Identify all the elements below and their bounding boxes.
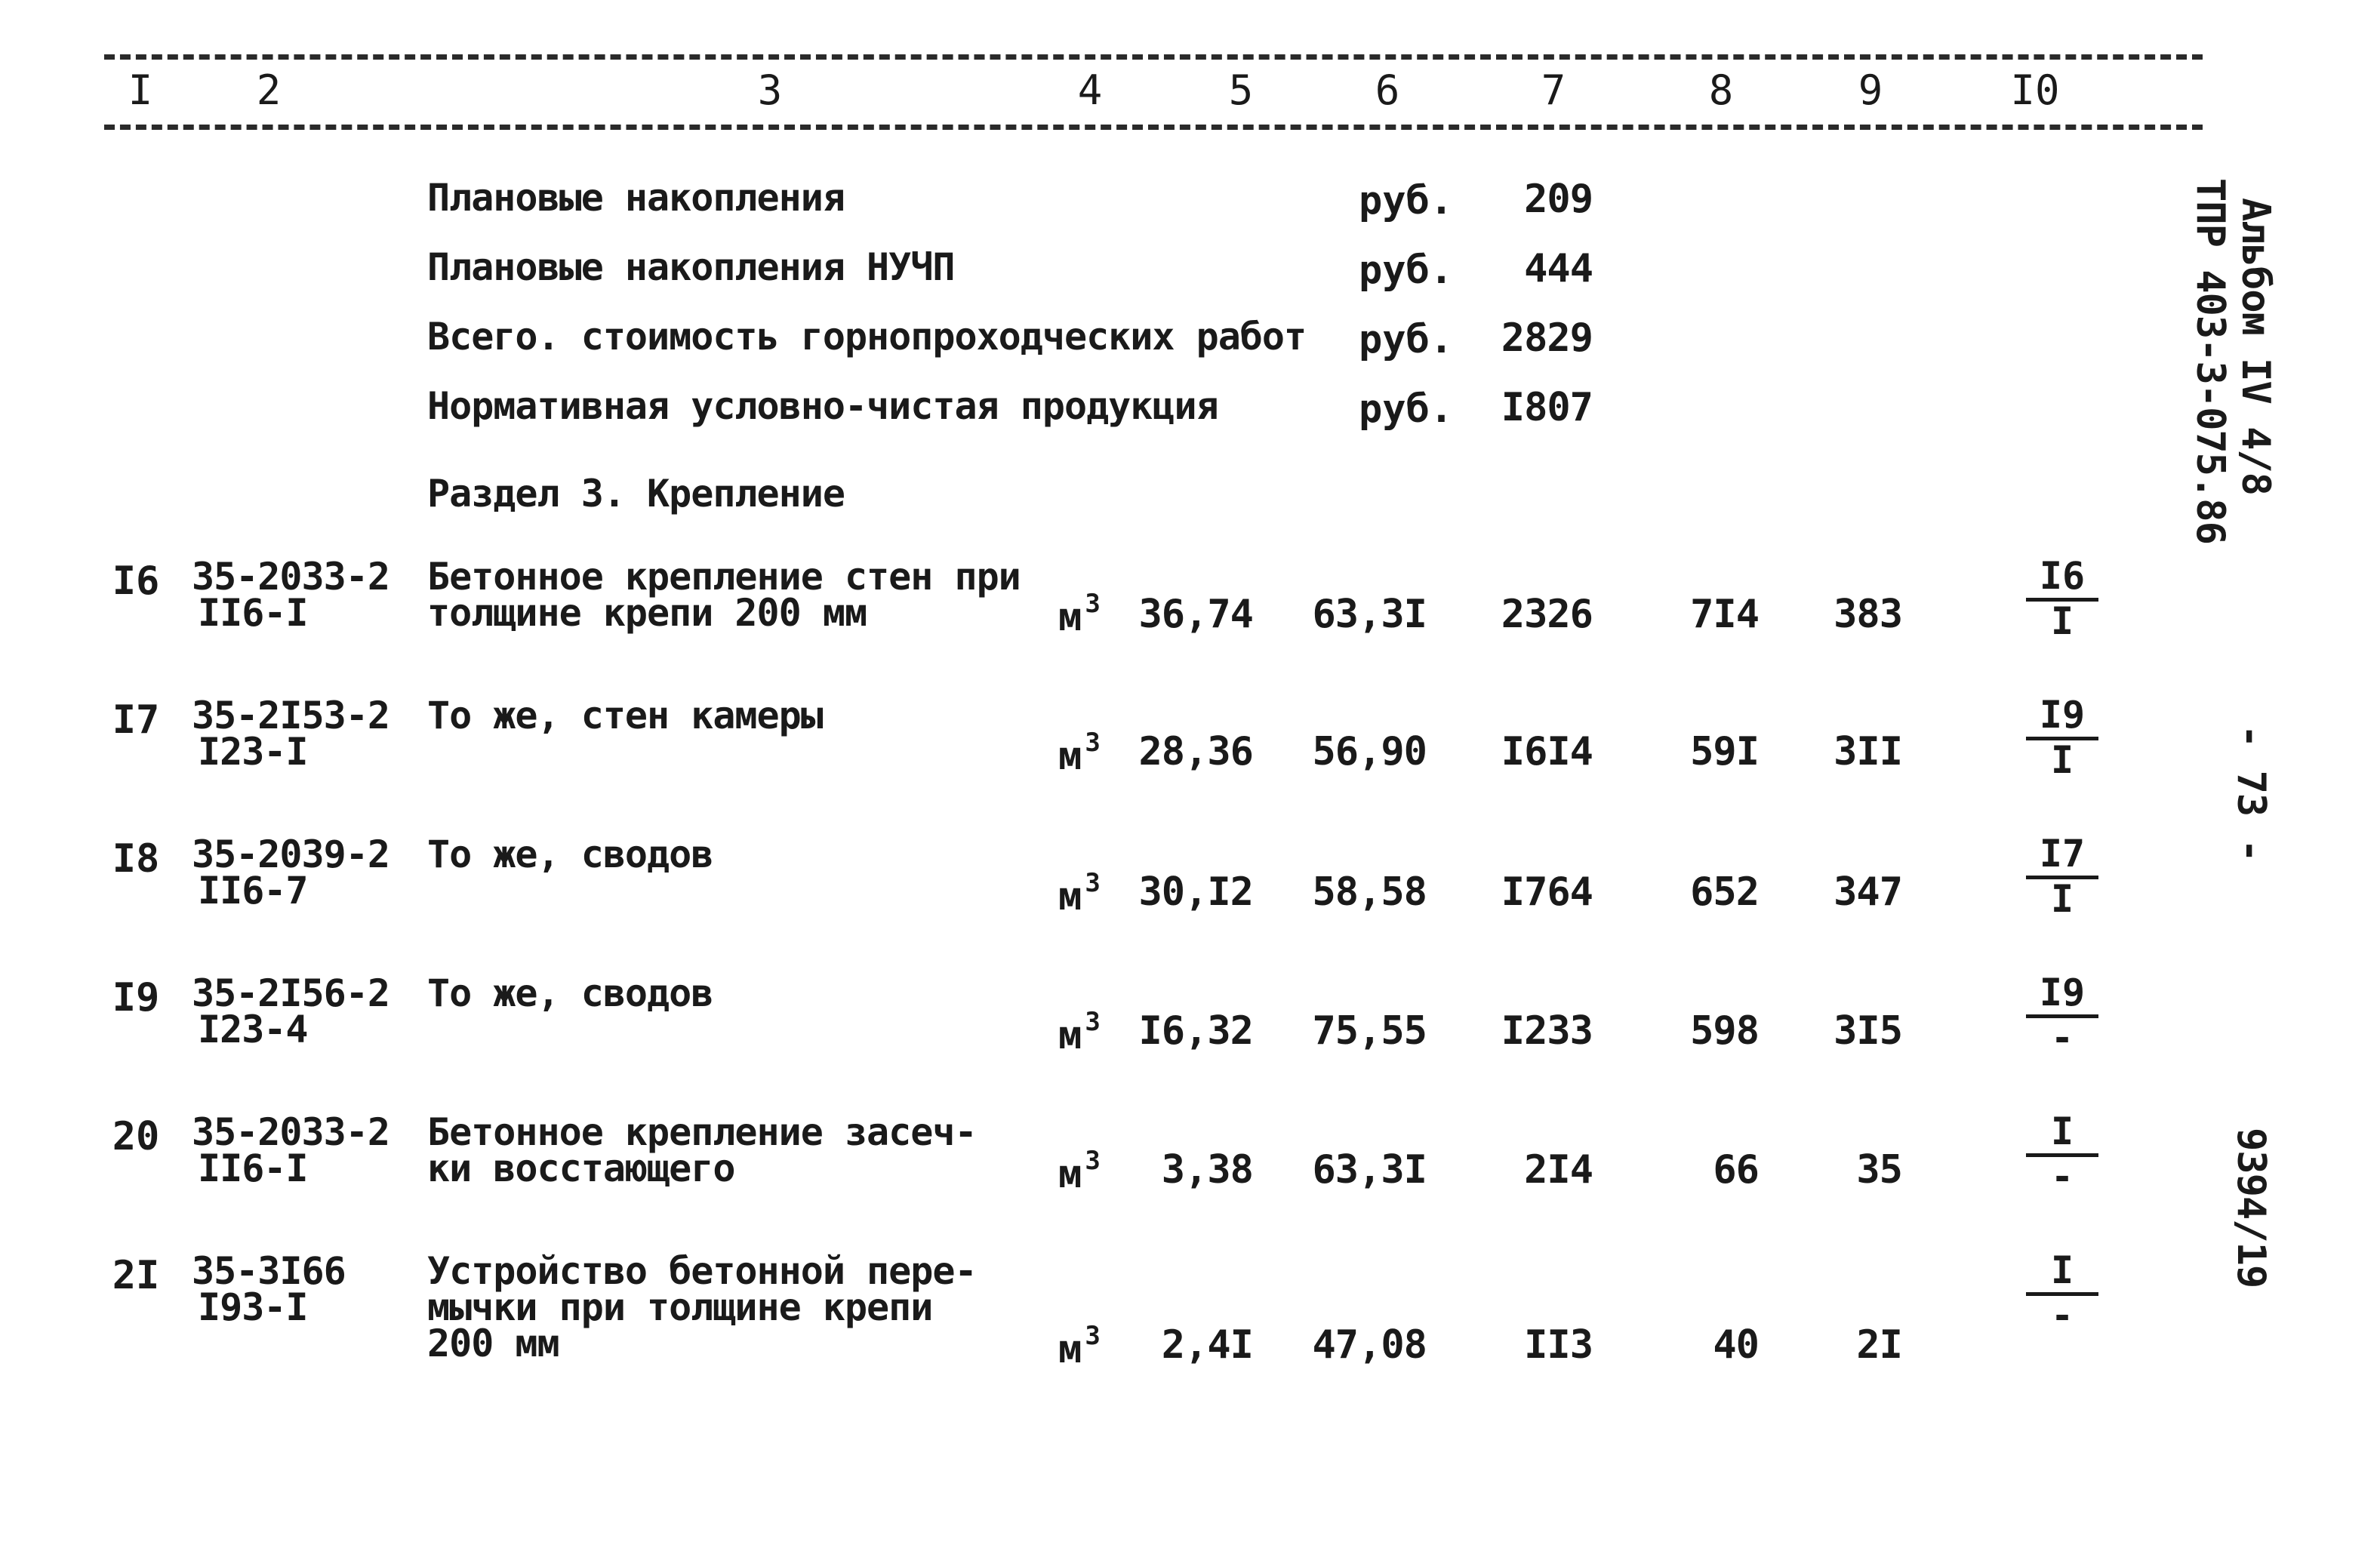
row-unit: м $^3$ [1058,1146,1101,1197]
row-unit: м $^3$ [1058,589,1101,640]
header-rule-top [104,54,2203,60]
col-header-7: 7 [1541,66,1566,114]
row-col9: 347 [1833,869,1902,915]
row-unit: м $^3$ [1058,1007,1101,1058]
summary-label-normative-product: Нормативная условно-чистая продукция [427,384,1218,428]
col-header-4: 4 [1077,66,1103,114]
margin-album-label: Альбом IV 4/8 [2233,198,2278,495]
row-col9: 3I5 [1833,1008,1902,1054]
row-unit-price: 75,55 [1312,1008,1427,1054]
summary-value: I807 [1501,385,1593,430]
row-unit: м $^3$ [1058,868,1101,919]
col-header-9: 9 [1858,66,1883,114]
summary-unit: руб. [1359,248,1454,293]
margin-sheet-number: 9394/19 [2228,1128,2274,1288]
row-code-primary: 35-3I66 [192,1249,346,1293]
summary-unit: руб. [1359,386,1454,432]
row-col8: 59I [1690,729,1759,774]
row-code-primary: 35-2I56-2 [192,971,389,1015]
row-col8: 40 [1713,1322,1759,1368]
row-code-primary: 35-2I53-2 [192,694,389,737]
row-code-primary: 35-2033-2 [192,555,389,599]
row-unit: м $^3$ [1058,728,1101,779]
row-unit-price: 47,08 [1312,1322,1427,1368]
row-unit-price: 63,3I [1312,592,1427,637]
col-header-5: 5 [1228,66,1254,114]
row-number: 20 [112,1114,160,1159]
row-ref-fraction: I9 - [2017,974,2108,1057]
row-quantity: 36,74 [1138,592,1253,637]
row-description-line: Бетонное крепление стен при [427,555,1021,599]
row-ref-fraction: I6 I [2017,557,2108,641]
row-description-line: То же, сводов [427,971,713,1015]
summary-value: 444 [1524,246,1593,291]
summary-unit: руб. [1359,317,1454,362]
row-total: II3 [1524,1322,1593,1368]
row-description-line: То же, стен камеры [427,694,823,737]
row-col8: 598 [1690,1008,1759,1054]
header-rule-bottom [104,125,2203,130]
row-quantity: 3,38 [1161,1147,1253,1193]
row-number: I6 [112,559,160,604]
row-total: 2326 [1501,592,1593,637]
row-description-line: мычки при толщине крепи [427,1285,933,1329]
row-col9: 383 [1833,592,1902,637]
row-total: 2I4 [1524,1147,1593,1193]
row-description-line: 200 мм [427,1322,559,1365]
row-quantity: 30,I2 [1138,869,1253,915]
row-ref-fraction: I - [2017,1251,2108,1335]
col-header-8: 8 [1708,66,1734,114]
row-code-secondary: I23-I [198,730,308,774]
row-code-secondary: II6-I [198,1146,308,1190]
row-description-line: ки восстающего [427,1146,735,1190]
row-total: I6I4 [1501,729,1593,774]
row-code-primary: 35-2039-2 [192,833,389,876]
row-quantity: 2,4I [1161,1322,1253,1368]
row-col8: 66 [1713,1147,1759,1193]
row-total: I764 [1501,869,1593,915]
row-number: I9 [112,975,160,1020]
row-quantity: I6,32 [1138,1008,1253,1054]
row-ref-fraction: I9 I [2017,696,2108,780]
summary-value: 209 [1524,177,1593,222]
row-number: I7 [112,697,160,743]
row-unit-price: 58,58 [1312,869,1427,915]
row-ref-fraction: I7 I [2017,835,2108,919]
row-col9: 3II [1833,729,1902,774]
row-description-line: То же, сводов [427,833,713,876]
col-header-10: I0 [2010,66,2060,114]
summary-value: 2829 [1501,315,1593,361]
row-col8: 652 [1690,869,1759,915]
row-unit-price: 56,90 [1312,729,1427,774]
row-code-secondary: I23-4 [198,1008,308,1051]
col-header-2: 2 [256,66,282,114]
row-code-primary: 35-2033-2 [192,1110,389,1154]
margin-page-number: - 73 - [2228,725,2274,862]
row-code-secondary: II6-7 [198,869,308,913]
row-description-line: Устройство бетонной пере- [427,1249,977,1293]
row-ref-fraction: I - [2017,1113,2108,1196]
margin-doc-code: ТПР 403-3-075.86 [2188,178,2233,544]
col-header-3: 3 [757,66,783,114]
row-unit-price: 63,3I [1312,1147,1427,1193]
summary-label-total-cost: Всего. стоимость горнопроходческих работ [427,315,1307,359]
row-col9: 2I [1856,1322,1902,1368]
row-description-line: толщине крепи 200 мм [427,591,867,635]
row-number: 2I [112,1253,160,1298]
row-col8: 7I4 [1690,592,1759,637]
col-header-6: 6 [1375,66,1400,114]
row-number: I8 [112,836,160,882]
section-title: Раздел 3. Крепление [427,472,845,516]
summary-unit: руб. [1359,178,1454,223]
row-code-secondary: II6-I [198,591,308,635]
summary-label-planned-savings: Плановые накопления [427,176,845,220]
row-code-secondary: I93-I [198,1285,308,1329]
row-description-line: Бетонное крепление засеч- [427,1110,977,1154]
row-unit: м $^3$ [1058,1321,1101,1372]
row-total: I233 [1501,1008,1593,1054]
summary-label-planned-savings-nuchp: Плановые накопления НУЧП [427,245,955,289]
row-quantity: 28,36 [1138,729,1253,774]
row-col9: 35 [1856,1147,1902,1193]
col-header-1: I [128,66,153,114]
